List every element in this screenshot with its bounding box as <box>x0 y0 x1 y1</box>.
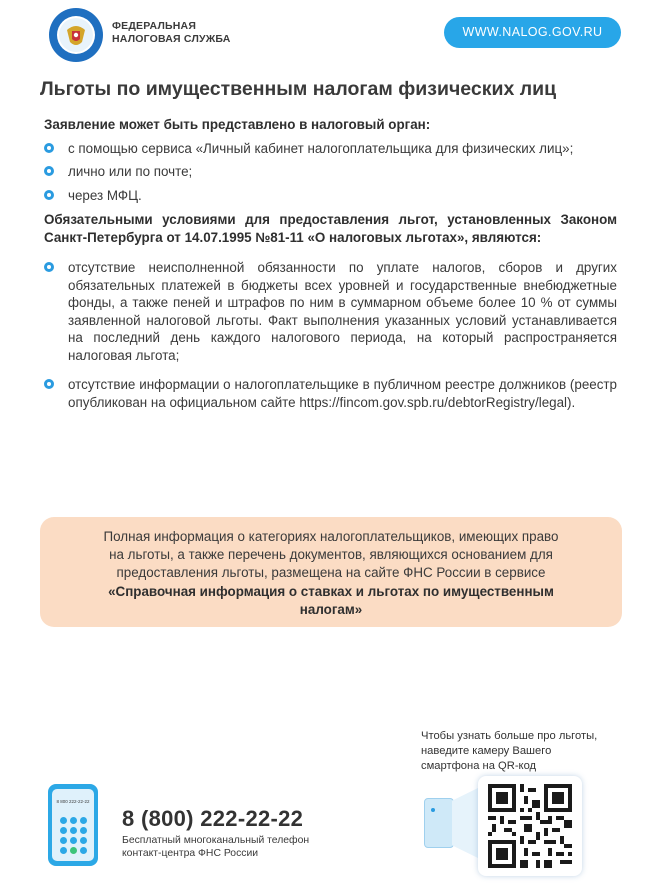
section1-lead: Заявление может быть представлено в налоговый орган: <box>44 117 431 132</box>
info-box-link-text[interactable]: «Справочная информация о ставках и льготах по имущественным налогам» <box>108 583 554 617</box>
bullet-dot-icon <box>44 379 54 389</box>
list-item-text: с помощью сервиса «Личный кабинет налогоплательщика для физических лиц»; <box>68 140 574 156</box>
main-content <box>44 116 617 411</box>
qr-instruction <box>421 729 597 774</box>
list-item-text: через МФЦ. <box>68 187 142 203</box>
qr-instruction-line3: смартфона на QR-код <box>421 760 537 772</box>
bullet-dot-icon <box>44 190 54 200</box>
qr-instruction-line1: Чтобы узнать больше про льготы, <box>421 730 598 742</box>
info-box-text: Полная информация о категориях налогоплательщиков, имеющих право на льготы, а также перечень документов, являющихся основанием для предоставления льготы, размещена на сайте ФНС России в сервисе <box>103 529 559 581</box>
info-box <box>40 517 622 627</box>
page-title: Льготы по имущественным налогам физических лиц <box>40 78 557 100</box>
contact-description-line2: контакт-центра ФНС России <box>122 848 259 859</box>
qr-code-icon <box>488 784 572 868</box>
page-header <box>0 0 648 72</box>
bullet-dot-icon <box>44 262 54 272</box>
contact-description-line1: Бесплатный многоканальный телефон <box>122 835 310 846</box>
smartphone-icon <box>424 798 454 848</box>
fns-emblem-icon <box>49 8 103 62</box>
qr-code-card[interactable] <box>478 776 582 876</box>
org-name-line2: НАЛОГОВАЯ СЛУЖБА <box>112 33 231 45</box>
list-item <box>44 140 617 158</box>
org-name <box>112 20 231 46</box>
contact-description <box>122 834 309 860</box>
section2-list <box>44 259 617 411</box>
contact-phone-number[interactable]: 8 (800) 222-22-22 <box>122 806 304 831</box>
list-item <box>44 187 617 205</box>
list-item-text: лично или по почте; <box>68 164 193 179</box>
keypad <box>60 817 87 854</box>
org-name-line1: ФЕДЕРАЛЬНАЯ <box>112 20 197 32</box>
list-item-text: отсутствие информации о налогоплательщике в публичном реестре должников (реестр опубликован на официальном сайте https://fincom.gov.spb.ru/debtorRegistry/legal). <box>68 377 617 410</box>
section1-list <box>44 140 617 205</box>
phone-keypad-icon <box>48 784 98 866</box>
list-item-text: отсутствие неисполненной обязанности по уплате налогов, сборов и других обязательных платежей в бюджеты всех уровней и государственные внебюджетные фонды, а также пеней и штрафов по ним в суммарном объеме более 10 % от суммы заявленной налоговой льготы. Факт выполнения указанных условий устанавливается на последний день каждого налогового периода, на который распространяется налоговая льгота; <box>68 260 617 363</box>
list-item <box>44 259 617 364</box>
phone-screen <box>52 789 94 861</box>
section2-lead: Обязательными условиями для предоставления льгот, установленных Законом Санкт-Петербурга от 14.07.1995 №81-11 «О налоговых льготах», являются: <box>44 212 617 245</box>
website-link-button[interactable]: WWW.NALOG.GOV.RU <box>444 17 621 48</box>
list-item <box>44 376 617 411</box>
phone-screen-number: 8 800 222-22-22 <box>56 799 90 804</box>
bullet-dot-icon <box>44 166 54 176</box>
list-item <box>44 163 617 181</box>
bullet-dot-icon <box>44 143 54 153</box>
qr-instruction-line2: наведите камеру Вашего <box>421 745 552 757</box>
